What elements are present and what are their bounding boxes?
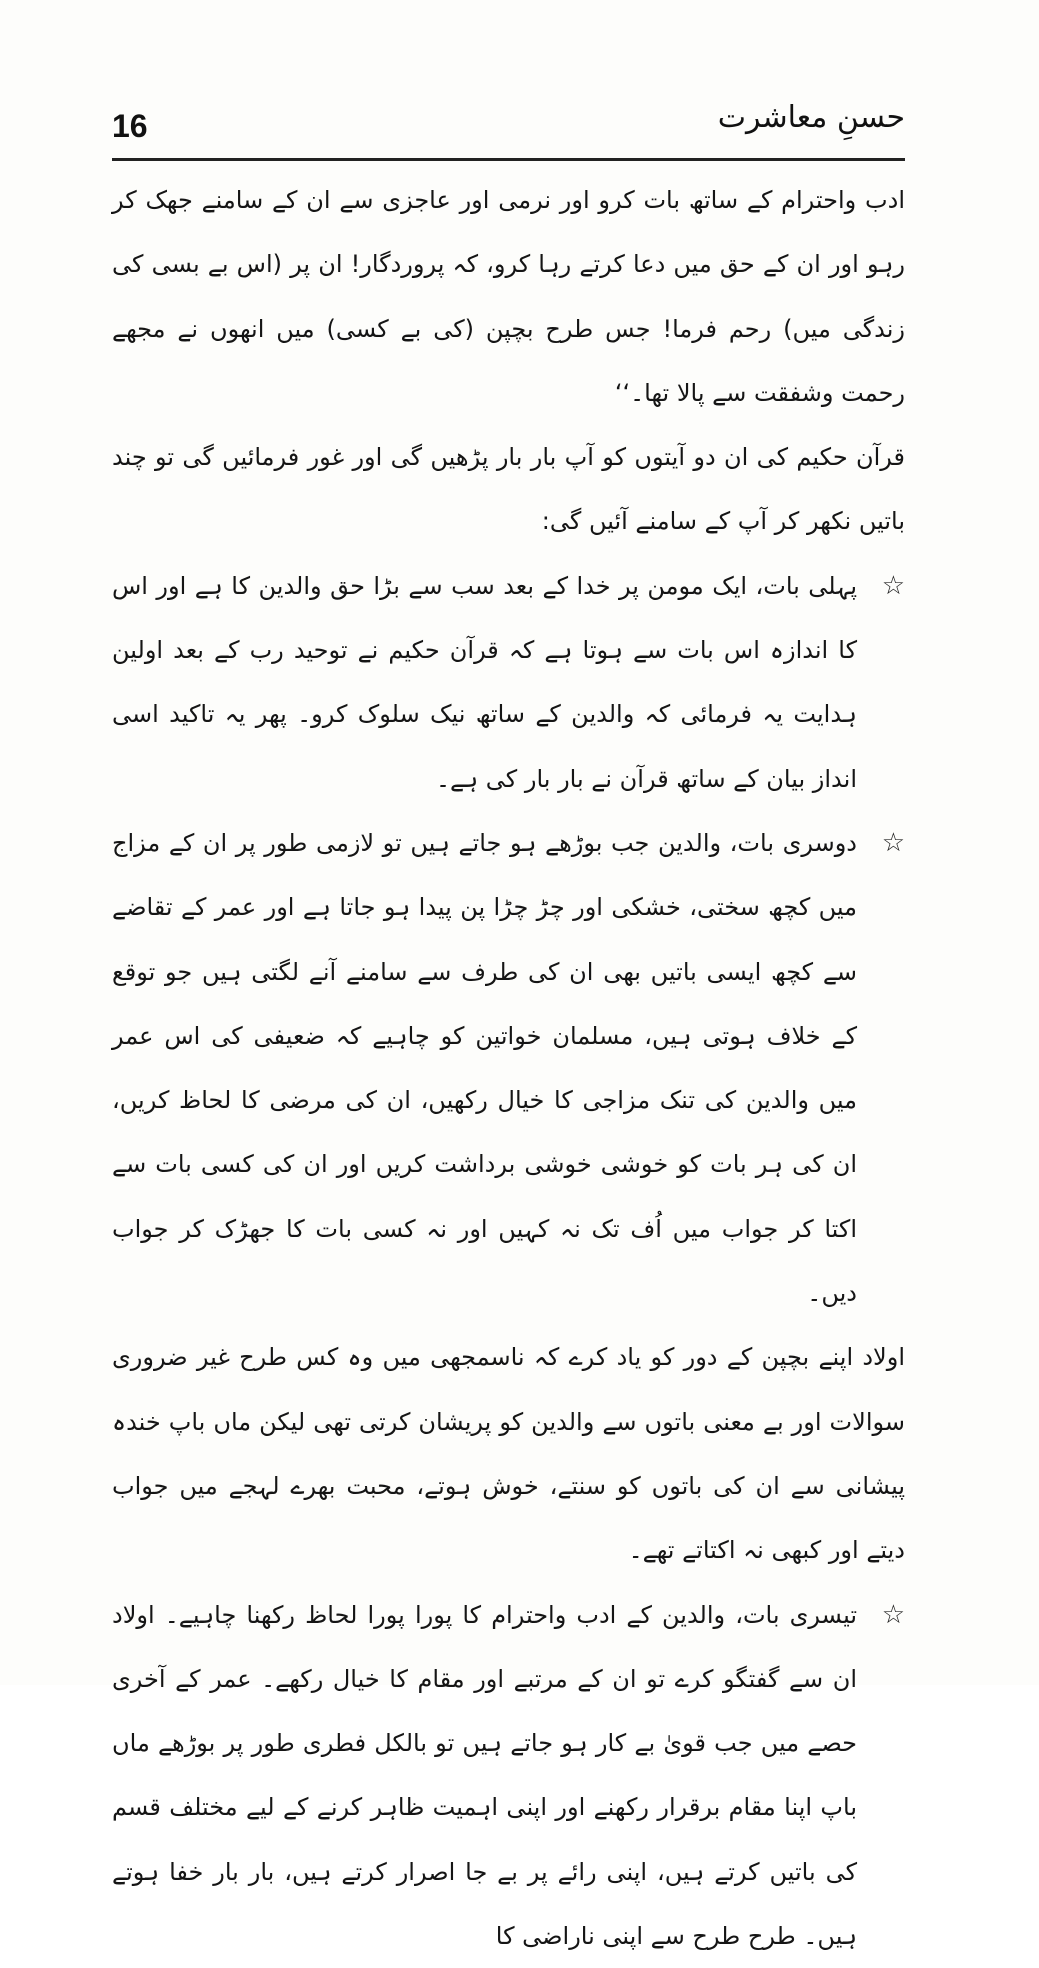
paragraph: ادب واحترام کے ساتھ بات کرو اور نرمی اور عاجزی سے ان کے سامنے جھک کر رہو اور ان کے حق میں دعا کرتے رہا کرو، کہ پروردگار! ان پر (اس بے بسی کی زندگی میں) رحم فرما! جس طرح بچپن (کی بے کسی) میں انھوں نے مجھے رحمت وشفقت سے پالا تھا۔‘‘ (112, 186, 905, 407)
running-title: حسنِ معاشرت (717, 100, 905, 135)
page-number: 16 (112, 108, 148, 144)
paragraph: اولاد اپنے بچپن کے دور کو یاد کرے کہ ناسمجھی میں وہ کس طرح غیر ضروری سوالات اور بے معنی باتوں سے والدین کو پریشان کرتی تھی لیکن ماں باپ خندہ پیشانی سے ان کی باتوں کو سنتے، خوش ہوتے، محبت بھرے لہجے میں جواب دیتے اور کبھی نہ اکتاتے تھے۔ (112, 1343, 905, 1565)
paragraph: قرآن حکیم کی ان دو آیتوں کو آپ بار بار پڑھیں گی اور غور فرمائیں گی تو چند باتیں نکھر کر آپ کے سامنے آئیں گی: (112, 443, 905, 536)
body-text (112, 168, 905, 1968)
list-item (112, 554, 905, 811)
star-bullet-icon: ☆ (881, 570, 905, 601)
star-bullet-icon: ☆ (881, 1599, 905, 1630)
list-item (112, 811, 905, 1325)
page-header (112, 100, 905, 158)
list-item-text: پہلی بات، ایک مومن پر خدا کے بعد سب سے بڑا حق والدین کا ہے اور اس کا اندازہ اس بات سے ہوتا ہے کہ قرآن حکیم نے توحید رب کے بعد اولین ہدایت یہ فرمائی کہ والدین کے ساتھ نیک سلوک کرو۔ پھر یہ تاکید اسی انداز بیان کے ساتھ قرآن نے بار بار کی ہے۔ (112, 571, 857, 793)
list-item-text: دوسری بات، والدین جب بوڑھے ہو جاتے ہیں تو لازمی طور پر ان کے مزاج میں کچھ سختی، خشکی اور چڑ چڑا پن پیدا ہو جاتا ہے اور عمر کے تقاضے سے کچھ ایسی باتیں بھی ان کی طرف سے سامنے آنے لگتی ہیں جو توقع کے خلاف ہوتی ہیں، مسلمان خواتین کو چاہیے کہ ضعیفی کی اس عمر میں والدین کی تنک مزاجی کا خیال رکھیں، ان کی مرضی کا لحاظ کریں، ان کی ہر بات کو خوشی خوشی برداشت کریں اور ان کی کسی بات سے اکتا کر جواب میں اُف تک نہ کہیں اور نہ کسی بات کا جھڑک کر جواب دیں۔ (112, 828, 857, 1308)
list-item-text: تیسری بات، والدین کے ادب واحترام کا پورا پورا لحاظ رکھنا چاہیے۔ اولاد ان سے گفتگو کرے تو ان کے مرتبے اور مقام کا خیال رکھے۔ عمر کے آخری حصے میں جب قویٰ بے کار ہو جاتے ہیں تو بالکل فطری طور پر بوڑھے ماں باپ اپنا مقام برقرار رکھنے اور اپنی اہمیت ظاہر کرنے کے لیے مختلف قسم کی باتیں کرتے ہیں، اپنی رائے پر بے جا اصرار کرتے ہیں، بار بار خفا ہوتے ہیں۔ طرح طرح سے اپنی ناراضی کا (112, 1600, 857, 1951)
header-rule (112, 158, 905, 161)
list-item (112, 1583, 905, 1968)
star-bullet-icon: ☆ (881, 827, 905, 858)
